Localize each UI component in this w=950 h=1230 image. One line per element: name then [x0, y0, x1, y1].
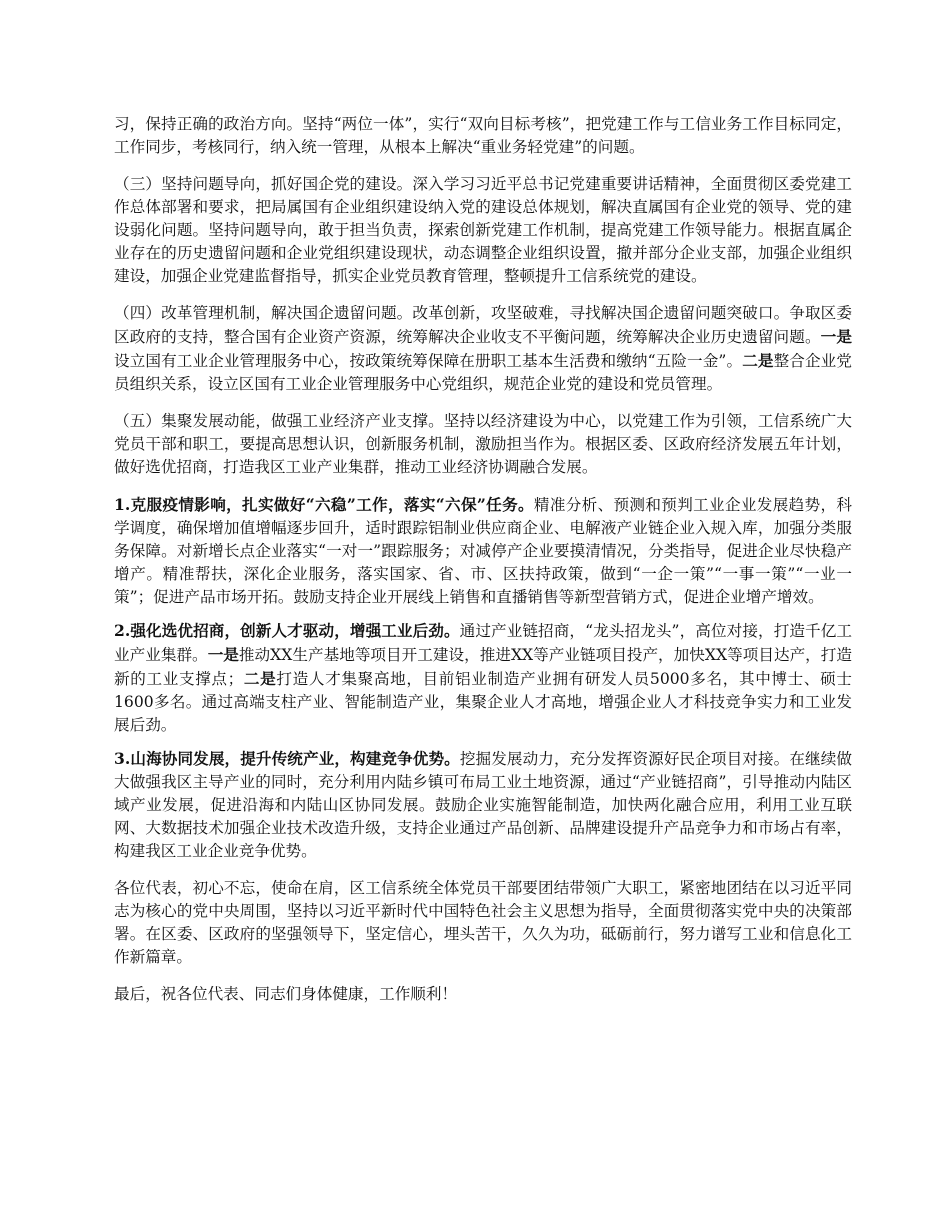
- paragraph-4: [114, 410, 852, 479]
- paragraph-4-text: （五）集聚发展动能，做强工业经济产业支撑。坚持以经济建设为中心，以党建工作为引领，工信系统广大党员干部和职工，要提高思想认识，创新服务机制，激励担当作为。根据区委、区政府经济发展五年计划，做好选优招商，打造我区工业产业集群，推动工业经济协调融合发展。: [114, 412, 852, 476]
- paragraph-9: [114, 983, 852, 1006]
- paragraph-3-text: （四）改革管理机制，解决国企遗留问题。改革创新，攻坚破难，寻找解决国企遗留问题突破口。争取区委区政府的支持，整合国有企业资产资源，统筹解决企业收支不平衡问题，统筹解决企业历史遗留问题。: [114, 304, 852, 346]
- paragraph-2: [114, 173, 852, 288]
- paragraph-8: [114, 877, 852, 969]
- paragraph-3-text-2: 设立国有工业企业管理服务中心，按政策统筹保障在册职工基本生活费和缴纳“五险一金”。: [114, 352, 743, 370]
- paragraph-6-text-3: 打造人才集聚高地，目前铝业制造产业拥有研发人员5000多名，其中博士、硕士1600多名。通过高端支柱产业、智能制造产业，集聚企业人才高地，增强企业人才科技竞争实力和工业发展后劲。: [114, 670, 852, 734]
- paragraph-7-text: 挖掘发展动力，充分发挥资源好民企项目对接。在继续做大做强我区主导产业的同时，充分利用内陆乡镇可布局工业土地资源，通过“产业链招商”，引导推动内陆区域产业发展，促进沿海和内陆山区协同发展。鼓励企业实施智能制造，加快两化融合应用，利用工业互联网、大数据技术加强企业技术改造升级，支持企业通过产品创新、品牌建设提升产品竞争力和市场占有率，构建我区工业企业竞争优势。: [114, 750, 852, 860]
- paragraph-9-text: 最后，祝各位代表、同志们身体健康，工作顺利！: [114, 985, 458, 1003]
- paragraph-6-second-marker: 二是: [243, 669, 277, 688]
- paragraph-5-text: 精准分析、预测和预判工业企业发展趋势，科学调度，确保增加值增幅逐步回升，适时跟踪铝制业供应商企业、电解液产业链企业入规入库，加强分类服务保障。对新增长点企业落实“一对一”跟踪服务；对减停产企业要摸清情况，分类指导，促进企业尽快稳产增产。精准帮扶，深化企业服务，落实国家、省、市、区扶持政策，做到“一企一策”“一事一策”“一业一策”；促进产品市场开拓。鼓励支持企业开展线上销售和直播销售等新型营销方式，促进企业增产增效。: [114, 496, 852, 606]
- paragraph-1-text: 习，保持正确的政治方向。坚持“两位一体”，实行“双向目标考核”，把党建工作与工信业务工作目标同定，工作同步，考核同行，纳入统一管理，从根本上解决“重业务轻党建”的问题。: [114, 115, 852, 156]
- paragraph-1: [114, 113, 852, 159]
- paragraph-5: [114, 493, 852, 609]
- document-body: [114, 113, 852, 1020]
- paragraph-6-text: 通过产业链招商，“龙头招龙头”，高位对接，打造千亿工业产业集群。: [114, 622, 853, 664]
- paragraph-7-heading: 3.山海协同发展，提升传统产业，构建竞争优势。: [114, 749, 460, 768]
- paragraph-3-first-marker: 一是: [820, 327, 852, 346]
- paragraph-5-heading: 1.克服疫情影响，扎实做好“六稳”工作，落实“六保”任务。: [114, 495, 534, 514]
- paragraph-8-text: 各位代表，初心不忘，使命在肩，区工信系统全体党员干部要团结带领广大职工，紧密地团结在以习近平同志为核心的党中央周围，坚持以习近平新时代中国特色社会主义思想为指导，全面贯彻落实党中央的决策部署。在区委、区政府的坚强领导下，坚定信心，埋头苦干，久久为功，砥砺前行，努力谱写工业和信息化工作新篇章。: [114, 879, 852, 966]
- paragraph-3: [114, 302, 852, 396]
- paragraph-6-heading: 2.强化选优招商，创新人才驱动，增强工业后劲。: [114, 621, 460, 640]
- paragraph-7: [114, 747, 852, 863]
- paragraph-3-text-3: 整合企业党员组织关系，设立区国有工业企业管理服务中心党组织，规范企业党的建设和党员管理。: [114, 352, 852, 393]
- paragraph-6-first-marker: 一是: [207, 645, 239, 664]
- paragraph-6: [114, 619, 852, 737]
- paragraph-6-text-2: 推动XX生产基地等项目开工建设，推进XX等产业链项目投产，加快XX等项目达产，打造新的工业支撑点；: [114, 646, 852, 688]
- paragraph-2-text: （三）坚持问题导向，抓好国企党的建设。深入学习习近平总书记党建重要讲话精神，全面贯彻区委党建工作总体部署和要求，把局属国有企业组织建设纳入党的建设总体规划，解决直属国有企业党的领导、党的建设弱化问题。坚持问题导向，敢于担当负责，探索创新党建工作机制，提高党建工作领导能力。根据直属企业存在的历史遗留问题和企业党组织建设现状，动态调整企业组织设置，撤并部分企业支部，加强企业组织建设，加强企业党建监督指导，抓实企业党员教育管理，整顿提升工信系统党的建设。: [114, 175, 852, 285]
- paragraph-3-second-marker: 二是: [742, 351, 774, 370]
